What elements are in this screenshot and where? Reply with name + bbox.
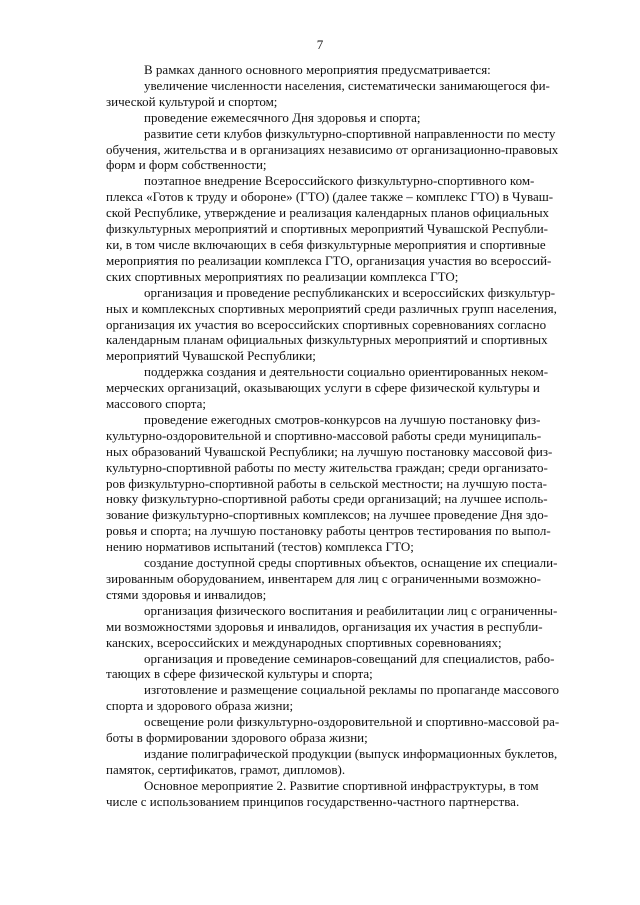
paragraph-item: освещение роли физкультурно-оздоровительной и спортивно-массовой ра- боты в формировании здорового образа жизни;	[106, 714, 560, 746]
paragraph-item: проведение ежегодных смотров-конкурсов на лучшую постановку физ- культурно-оздоровительной и спортивно-массовой работы среди муниципаль- ных образований Чувашской Республики; на лучшую постановку массовой физ- культурно-спортивной работы по месту жительства граждан; среди организато- ров физкультурно-спортивной работы в сельской местности; на лучшую поста- новку физкультурно-спортивной работы среди организаций; на лучшее исполь- зование физкультурно-спортивных комплексов; на лучшее проведение Дня здо- ровья и спорта; на лучшую постановку работы центров тестирования по выпол- нению нормативов испытаний (тестов) комплекса ГТО;	[106, 411, 553, 555]
paragraph-item: увеличение численности населения, систематически занимающегося фи- зической культурой и спортом;	[106, 77, 550, 109]
paragraph-item: издание полиграфической продукции (выпуск информационных буклетов, памяток, сертификатов, грамот, дипломов).	[106, 745, 558, 777]
document-body	[106, 62, 593, 810]
paragraph-intro: В рамках данного основного мероприятия предусматривается:	[144, 62, 491, 77]
paragraph-item: проведение ежемесячного Дня здоровья и спорта;	[144, 109, 421, 125]
paragraph-item: развитие сети клубов физкультурно-спортивной направленности по месту обучения, жительства и в организациях независимо от организационно-правовых форм и форм собственности;	[106, 125, 559, 173]
paragraph-item: поддержка создания и деятельности социально ориентированных неком- мерческих организаций, оказывающих услуги в сфере физической культуры и массового спорта;	[106, 364, 549, 412]
paragraph-item: поэтапное внедрение Всероссийского физкультурно-спортивного ком- плекса «Готов к труду и обороне» (ГТО) (далее также – комплекс ГТО) в Чуваш- ской Республике, утверждение и реализация календарных планов официальных физкультурных мероприятий и спортивных мероприятий Чувашской Республи- ки, в том числе включающих в себя физкультурные мероприятия и спортивные мероприятия по реализации комплекса ГТО, организация участия во всероссий- ских спортивных мероприятиях по реализации комплекса ГТО;	[106, 173, 554, 284]
paragraph-item: изготовление и размещение социальной рекламы по пропаганде массового спорта и здорового образа жизни;	[106, 682, 560, 714]
paragraph-item: организация и проведение семинаров-совещаний для специалистов, рабо- тающих в сфере физической культуры и спорта;	[106, 650, 555, 682]
paragraph-main-event: Основное мероприятие 2. Развитие спортивной инфраструктуры, в том числе с использованием принципов государственно-частного партнерства.	[106, 777, 539, 809]
paragraph-item: организация физического воспитания и реабилитации лиц с ограниченны- ми возможностями здоровья и инвалидов, организация их участия в республи- канских, всероссийских и международных спортивных соревнованиях;	[106, 602, 558, 650]
paragraph-item: создание доступной среды спортивных объектов, оснащение их специали- зированным оборудованием, инвентарем для лиц с ограниченными возможно- стями здоровья и инвалидов;	[106, 555, 558, 602]
paragraph-item: организация и проведение республиканских и всероссийских физкультур- ных и комплексных спортивных мероприятий среди различных групп населения, организация их участия во всероссийских спортивных соревнованиях согласно календарным планам официальных физкультурных мероприятий и спортивных мероприятий Чувашской Республики;	[106, 284, 557, 364]
page-number: 7	[316, 37, 324, 52]
